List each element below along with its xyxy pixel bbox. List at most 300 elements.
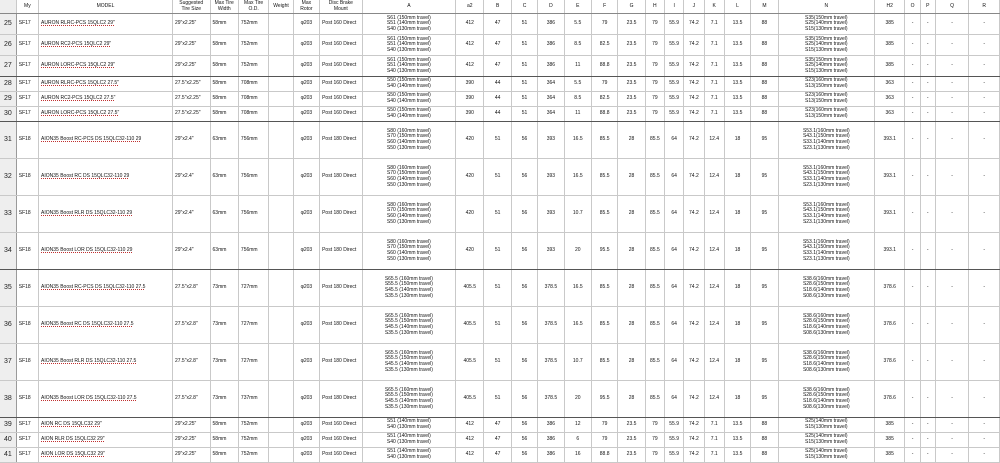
cell[interactable]: 64 bbox=[665, 381, 684, 418]
cell[interactable]: 412 bbox=[456, 418, 484, 433]
cell[interactable]: 727mm bbox=[238, 307, 268, 344]
cell[interactable]: Post 180 Direct bbox=[320, 122, 363, 159]
cell[interactable]: 85.5 bbox=[645, 270, 664, 307]
cell[interactable]: 13.5 bbox=[724, 35, 750, 56]
cell[interactable]: 23.5 bbox=[618, 77, 645, 92]
cell[interactable]: 23.5 bbox=[618, 92, 645, 107]
cell[interactable]: 28 bbox=[618, 381, 645, 418]
cell[interactable]: 74.2 bbox=[684, 14, 704, 35]
cell[interactable]: 364 bbox=[538, 107, 564, 122]
model-cell[interactable]: AION35 Boost RLR DS 15QLC32-110 29 bbox=[39, 196, 173, 233]
cell[interactable]: 363 bbox=[874, 107, 904, 122]
cell[interactable]: 364 bbox=[538, 77, 564, 92]
cell[interactable]: 18 bbox=[724, 344, 750, 381]
cell[interactable]: 18 bbox=[724, 307, 750, 344]
col-header-q[interactable]: Q bbox=[935, 0, 968, 14]
cell[interactable]: 390 bbox=[456, 77, 484, 92]
cell[interactable]: 74.2 bbox=[684, 418, 704, 433]
cell[interactable] bbox=[269, 56, 293, 77]
cell[interactable]: 88 bbox=[751, 56, 778, 77]
spacer-list-cell[interactable] bbox=[362, 107, 455, 122]
cell[interactable]: 27.5"x2.25" bbox=[172, 77, 210, 92]
cell[interactable]: - bbox=[920, 14, 935, 35]
cell[interactable]: 64 bbox=[665, 233, 684, 270]
cell[interactable]: 7.1 bbox=[704, 56, 724, 77]
cell[interactable]: Post 160 Direct bbox=[320, 107, 363, 122]
cell[interactable]: 51 bbox=[511, 77, 537, 92]
cell[interactable]: 385 bbox=[874, 14, 904, 35]
col-header-i[interactable]: I bbox=[665, 0, 684, 14]
cell[interactable]: - bbox=[905, 92, 920, 107]
cell[interactable]: 44 bbox=[484, 92, 511, 107]
cell[interactable]: - bbox=[905, 77, 920, 92]
model-cell[interactable]: AION35 Boost RC DS 15QLC32-110 27.5 bbox=[39, 307, 173, 344]
cell[interactable]: 51 bbox=[484, 381, 511, 418]
cell[interactable]: φ203 bbox=[293, 14, 319, 35]
cell[interactable]: Post 180 Direct bbox=[320, 307, 363, 344]
cell[interactable]: 88 bbox=[751, 35, 778, 56]
model-cell[interactable]: AION35 Boost RC-PCS DS 15QLC32-110 27.5 bbox=[39, 270, 173, 307]
cell[interactable]: 8.5 bbox=[564, 92, 591, 107]
spacer-list-cell[interactable] bbox=[362, 159, 455, 196]
cell[interactable]: 7.1 bbox=[704, 14, 724, 35]
cell[interactable]: 378.5 bbox=[538, 270, 564, 307]
n-value-list-cell[interactable] bbox=[778, 448, 874, 463]
cell[interactable]: 79 bbox=[645, 35, 664, 56]
cell[interactable]: 73mm bbox=[210, 307, 238, 344]
cell[interactable]: 378.5 bbox=[538, 344, 564, 381]
cell[interactable]: 63mm bbox=[210, 122, 238, 159]
cell[interactable]: φ203 bbox=[293, 56, 319, 77]
cell[interactable]: 73mm bbox=[210, 344, 238, 381]
cell[interactable]: - bbox=[935, 159, 968, 196]
cell[interactable]: 727mm bbox=[238, 270, 268, 307]
cell[interactable]: - bbox=[920, 56, 935, 77]
cell[interactable]: 58mm bbox=[210, 433, 238, 448]
cell[interactable]: 23.5 bbox=[618, 14, 645, 35]
col-header-c[interactable]: C bbox=[511, 0, 537, 14]
cell[interactable]: SF17 bbox=[16, 448, 38, 463]
cell[interactable] bbox=[269, 270, 293, 307]
cell[interactable]: 10.7 bbox=[564, 344, 591, 381]
cell[interactable]: Post 180 Direct bbox=[320, 159, 363, 196]
cell[interactable]: 420 bbox=[456, 122, 484, 159]
cell[interactable]: 708mm bbox=[238, 77, 268, 92]
cell[interactable]: - bbox=[935, 196, 968, 233]
cell[interactable]: 73mm bbox=[210, 270, 238, 307]
n-value-list-cell[interactable] bbox=[778, 159, 874, 196]
cell[interactable]: 64 bbox=[665, 122, 684, 159]
cell[interactable]: Post 160 Direct bbox=[320, 448, 363, 463]
cell[interactable]: 752mm bbox=[238, 14, 268, 35]
cell[interactable]: 12.4 bbox=[704, 122, 724, 159]
cell[interactable]: 74.2 bbox=[684, 307, 704, 344]
row-number[interactable]: 40 bbox=[0, 433, 16, 448]
row-number[interactable]: 29 bbox=[0, 92, 16, 107]
n-value-list-cell[interactable] bbox=[778, 122, 874, 159]
cell[interactable]: - bbox=[905, 56, 920, 77]
spacer-list-cell[interactable] bbox=[362, 270, 455, 307]
cell[interactable]: 11 bbox=[564, 107, 591, 122]
cell[interactable]: 420 bbox=[456, 233, 484, 270]
cell[interactable]: - bbox=[969, 122, 1000, 159]
cell[interactable]: 7.1 bbox=[704, 448, 724, 463]
cell[interactable]: 85.5 bbox=[645, 233, 664, 270]
cell[interactable]: 16.5 bbox=[564, 122, 591, 159]
model-cell[interactable]: AION35 Boost LOR DS 15QLC32-110 29 bbox=[39, 233, 173, 270]
cell[interactable]: 56 bbox=[511, 159, 537, 196]
cell[interactable]: 752mm bbox=[238, 418, 268, 433]
cell[interactable]: 7.1 bbox=[704, 433, 724, 448]
cell[interactable]: 79 bbox=[645, 418, 664, 433]
cell[interactable]: 56 bbox=[511, 381, 537, 418]
cell[interactable]: Post 180 Direct bbox=[320, 381, 363, 418]
cell[interactable]: - bbox=[920, 344, 935, 381]
cell[interactable]: 95 bbox=[751, 381, 778, 418]
cell[interactable]: 737mm bbox=[238, 381, 268, 418]
cell[interactable]: 95.5 bbox=[591, 381, 617, 418]
cell[interactable]: - bbox=[969, 418, 1000, 433]
cell[interactable]: 74.2 bbox=[684, 196, 704, 233]
cell[interactable]: - bbox=[935, 433, 968, 448]
row-number[interactable]: 34 bbox=[0, 233, 16, 270]
cell[interactable]: 7.1 bbox=[704, 107, 724, 122]
cell[interactable]: 29"x2.4" bbox=[172, 122, 210, 159]
cell[interactable]: 88 bbox=[751, 77, 778, 92]
cell[interactable]: 79 bbox=[591, 77, 617, 92]
cell[interactable]: - bbox=[935, 381, 968, 418]
model-cell[interactable]: AION35 Boost LOR DS 15QLC32-110 27.5 bbox=[39, 381, 173, 418]
cell[interactable]: 29"x2.25" bbox=[172, 14, 210, 35]
cell[interactable]: 18 bbox=[724, 122, 750, 159]
cell[interactable]: 56 bbox=[511, 418, 537, 433]
model-cell[interactable]: AION35 Boost RC DS 15QLC32-110 29 bbox=[39, 159, 173, 196]
cell[interactable]: - bbox=[969, 307, 1000, 344]
n-value-list-cell[interactable] bbox=[778, 107, 874, 122]
cell[interactable]: 85.5 bbox=[591, 159, 617, 196]
cell[interactable]: 95 bbox=[751, 122, 778, 159]
cell[interactable]: - bbox=[905, 433, 920, 448]
cell[interactable]: 88 bbox=[751, 433, 778, 448]
n-value-list-cell[interactable] bbox=[778, 14, 874, 35]
row-number[interactable]: 30 bbox=[0, 107, 16, 122]
row-number[interactable]: 36 bbox=[0, 307, 16, 344]
col-header-k[interactable]: K bbox=[704, 0, 724, 14]
spacer-list-cell[interactable] bbox=[362, 92, 455, 107]
cell[interactable]: - bbox=[920, 122, 935, 159]
cell[interactable]: SF17 bbox=[16, 433, 38, 448]
cell[interactable] bbox=[269, 448, 293, 463]
cell[interactable]: - bbox=[905, 107, 920, 122]
cell[interactable]: - bbox=[905, 381, 920, 418]
cell[interactable]: 378.5 bbox=[538, 307, 564, 344]
row-number[interactable]: 32 bbox=[0, 159, 16, 196]
cell[interactable]: 79 bbox=[645, 107, 664, 122]
cell[interactable]: 28 bbox=[618, 307, 645, 344]
cell[interactable]: Post 160 Direct bbox=[320, 418, 363, 433]
cell[interactable]: 11 bbox=[564, 56, 591, 77]
cell[interactable]: SF18 bbox=[16, 122, 38, 159]
n-value-list-cell[interactable] bbox=[778, 344, 874, 381]
cell[interactable]: φ203 bbox=[293, 233, 319, 270]
cell[interactable]: 56 bbox=[511, 233, 537, 270]
cell[interactable]: Post 180 Direct bbox=[320, 233, 363, 270]
cell[interactable]: - bbox=[969, 381, 1000, 418]
cell[interactable]: 393 bbox=[538, 122, 564, 159]
cell[interactable]: 385 bbox=[874, 35, 904, 56]
row-number[interactable]: 35 bbox=[0, 270, 16, 307]
cell[interactable]: 420 bbox=[456, 159, 484, 196]
spacer-list-cell[interactable] bbox=[362, 307, 455, 344]
cell[interactable]: 95 bbox=[751, 307, 778, 344]
col-header-o[interactable]: O bbox=[905, 0, 920, 14]
cell[interactable]: 386 bbox=[538, 448, 564, 463]
cell[interactable]: - bbox=[920, 433, 935, 448]
cell[interactable]: 28 bbox=[618, 344, 645, 381]
cell[interactable]: φ203 bbox=[293, 433, 319, 448]
spacer-list-cell[interactable] bbox=[362, 418, 455, 433]
cell[interactable]: 79 bbox=[645, 433, 664, 448]
cell[interactable]: φ203 bbox=[293, 381, 319, 418]
spacer-list-cell[interactable] bbox=[362, 35, 455, 56]
cell[interactable]: 95 bbox=[751, 233, 778, 270]
cell[interactable]: 708mm bbox=[238, 92, 268, 107]
cell[interactable]: 85.5 bbox=[645, 196, 664, 233]
cell[interactable]: - bbox=[969, 448, 1000, 463]
cell[interactable]: φ203 bbox=[293, 122, 319, 159]
cell[interactable]: 405.5 bbox=[456, 381, 484, 418]
cell[interactable]: 363 bbox=[874, 92, 904, 107]
cell[interactable]: 752mm bbox=[238, 56, 268, 77]
cell[interactable]: 85.5 bbox=[591, 270, 617, 307]
cell[interactable]: 16.5 bbox=[564, 270, 591, 307]
cell[interactable]: 23.5 bbox=[618, 448, 645, 463]
cell[interactable]: 386 bbox=[538, 418, 564, 433]
cell[interactable]: - bbox=[905, 196, 920, 233]
cell[interactable]: 85.5 bbox=[645, 307, 664, 344]
cell[interactable]: 12 bbox=[564, 418, 591, 433]
cell[interactable]: 386 bbox=[538, 56, 564, 77]
cell[interactable]: 79 bbox=[645, 92, 664, 107]
cell[interactable]: - bbox=[905, 270, 920, 307]
cell[interactable]: 756mm bbox=[238, 122, 268, 159]
row-number[interactable]: 38 bbox=[0, 381, 16, 418]
cell[interactable]: 16.5 bbox=[564, 307, 591, 344]
cell[interactable]: 82.5 bbox=[591, 92, 617, 107]
cell[interactable]: 47 bbox=[484, 14, 511, 35]
n-value-list-cell[interactable] bbox=[778, 381, 874, 418]
cell[interactable]: 18 bbox=[724, 159, 750, 196]
col-header-my[interactable]: My bbox=[16, 0, 38, 14]
cell[interactable]: 85.5 bbox=[591, 344, 617, 381]
cell[interactable] bbox=[269, 418, 293, 433]
cell[interactable]: 393 bbox=[538, 233, 564, 270]
cell[interactable]: 56 bbox=[511, 433, 537, 448]
cell[interactable]: 58mm bbox=[210, 448, 238, 463]
spacer-list-cell[interactable] bbox=[362, 122, 455, 159]
cell[interactable]: 18 bbox=[724, 381, 750, 418]
model-cell[interactable]: AION RC DS 15QLC32 29" bbox=[39, 418, 173, 433]
cell[interactable]: - bbox=[969, 233, 1000, 270]
cell[interactable]: 51 bbox=[511, 92, 537, 107]
cell[interactable]: SF18 bbox=[16, 159, 38, 196]
cell[interactable]: 88 bbox=[751, 418, 778, 433]
cell[interactable]: 378.6 bbox=[874, 270, 904, 307]
cell[interactable]: 12.4 bbox=[704, 159, 724, 196]
cell[interactable]: 79 bbox=[645, 56, 664, 77]
cell[interactable]: 64 bbox=[665, 344, 684, 381]
cell[interactable]: 18 bbox=[724, 270, 750, 307]
cell[interactable]: - bbox=[935, 233, 968, 270]
cell[interactable]: 13.5 bbox=[724, 92, 750, 107]
corner-cell[interactable] bbox=[0, 0, 16, 14]
cell[interactable]: - bbox=[969, 14, 1000, 35]
spacer-list-cell[interactable] bbox=[362, 381, 455, 418]
cell[interactable]: 56 bbox=[511, 270, 537, 307]
cell[interactable]: 364 bbox=[538, 92, 564, 107]
cell[interactable]: 51 bbox=[484, 159, 511, 196]
cell[interactable]: - bbox=[920, 448, 935, 463]
cell[interactable]: 55.9 bbox=[665, 107, 684, 122]
n-value-list-cell[interactable] bbox=[778, 433, 874, 448]
cell[interactable]: 385 bbox=[874, 448, 904, 463]
cell[interactable]: 29"x2.25" bbox=[172, 35, 210, 56]
cell[interactable]: - bbox=[920, 233, 935, 270]
col-header-weight[interactable]: Weight bbox=[269, 0, 293, 14]
cell[interactable]: 88 bbox=[751, 107, 778, 122]
row-number[interactable]: 27 bbox=[0, 56, 16, 77]
cell[interactable]: 405.5 bbox=[456, 307, 484, 344]
cell[interactable]: 73mm bbox=[210, 381, 238, 418]
cell[interactable]: 88 bbox=[751, 14, 778, 35]
cell[interactable]: - bbox=[905, 14, 920, 35]
cell[interactable]: SF17 bbox=[16, 107, 38, 122]
cell[interactable]: 393.1 bbox=[874, 233, 904, 270]
col-header-m[interactable]: M bbox=[751, 0, 778, 14]
cell[interactable]: 7.1 bbox=[704, 92, 724, 107]
cell[interactable]: 74.2 bbox=[684, 92, 704, 107]
cell[interactable]: 412 bbox=[456, 35, 484, 56]
cell[interactable]: - bbox=[935, 344, 968, 381]
n-value-list-cell[interactable] bbox=[778, 35, 874, 56]
cell[interactable]: 85.5 bbox=[645, 381, 664, 418]
cell[interactable]: 405.5 bbox=[456, 344, 484, 381]
cell[interactable]: 412 bbox=[456, 14, 484, 35]
cell[interactable]: 420 bbox=[456, 196, 484, 233]
cell[interactable]: 18 bbox=[724, 233, 750, 270]
cell[interactable]: Post 160 Direct bbox=[320, 56, 363, 77]
model-cell[interactable]: AURON RC2-PCS 15QLC2 29" bbox=[39, 35, 173, 56]
cell[interactable]: 386 bbox=[538, 35, 564, 56]
cell[interactable]: 51 bbox=[484, 122, 511, 159]
spacer-list-cell[interactable] bbox=[362, 196, 455, 233]
n-value-list-cell[interactable] bbox=[778, 307, 874, 344]
col-header-p[interactable]: P bbox=[920, 0, 935, 14]
cell[interactable]: 58mm bbox=[210, 77, 238, 92]
row-number[interactable]: 39 bbox=[0, 418, 16, 433]
cell[interactable] bbox=[269, 14, 293, 35]
cell[interactable]: 29"x2.25" bbox=[172, 433, 210, 448]
cell[interactable]: - bbox=[905, 122, 920, 159]
cell[interactable]: 13.5 bbox=[724, 448, 750, 463]
cell[interactable]: 28 bbox=[618, 122, 645, 159]
cell[interactable]: - bbox=[920, 196, 935, 233]
cell[interactable]: 55.9 bbox=[665, 448, 684, 463]
cell[interactable]: - bbox=[905, 418, 920, 433]
cell[interactable]: 63mm bbox=[210, 233, 238, 270]
cell[interactable]: 752mm bbox=[238, 433, 268, 448]
cell[interactable]: 8.5 bbox=[564, 35, 591, 56]
cell[interactable]: 85.5 bbox=[591, 307, 617, 344]
cell[interactable] bbox=[269, 433, 293, 448]
cell[interactable]: 56 bbox=[511, 196, 537, 233]
cell[interactable]: 7.1 bbox=[704, 35, 724, 56]
cell[interactable]: 28 bbox=[618, 233, 645, 270]
cell[interactable]: 44 bbox=[484, 107, 511, 122]
cell[interactable]: - bbox=[935, 56, 968, 77]
cell[interactable]: 63mm bbox=[210, 196, 238, 233]
cell[interactable]: - bbox=[920, 418, 935, 433]
cell[interactable]: 56 bbox=[511, 307, 537, 344]
cell[interactable]: 393.1 bbox=[874, 196, 904, 233]
row-number[interactable]: 25 bbox=[0, 14, 16, 35]
col-header-a2[interactable]: a2 bbox=[456, 0, 484, 14]
cell[interactable] bbox=[269, 35, 293, 56]
cell[interactable]: 85.5 bbox=[591, 122, 617, 159]
cell[interactable]: 29"x2.4" bbox=[172, 159, 210, 196]
model-cell[interactable]: AION35 Boost RC-PCS DS 15QLC32-110 29 bbox=[39, 122, 173, 159]
cell[interactable]: 20 bbox=[564, 233, 591, 270]
n-value-list-cell[interactable] bbox=[778, 196, 874, 233]
cell[interactable]: 63mm bbox=[210, 159, 238, 196]
cell[interactable]: SF17 bbox=[16, 92, 38, 107]
cell[interactable]: 51 bbox=[484, 196, 511, 233]
cell[interactable]: 79 bbox=[645, 448, 664, 463]
col-header-max-rotor[interactable]: Max Rotor bbox=[293, 0, 319, 14]
cell[interactable]: φ203 bbox=[293, 307, 319, 344]
cell[interactable]: 74.2 bbox=[684, 381, 704, 418]
cell[interactable]: 378.6 bbox=[874, 344, 904, 381]
cell[interactable]: 47 bbox=[484, 56, 511, 77]
model-cell[interactable]: AION RLR DS 15QLC32 29" bbox=[39, 433, 173, 448]
cell[interactable]: 12.4 bbox=[704, 196, 724, 233]
cell[interactable]: 27.5"x2.8" bbox=[172, 307, 210, 344]
cell[interactable]: 393 bbox=[538, 196, 564, 233]
cell[interactable]: SF17 bbox=[16, 418, 38, 433]
cell[interactable]: 51 bbox=[511, 35, 537, 56]
cell[interactable]: - bbox=[935, 77, 968, 92]
cell[interactable]: 79 bbox=[591, 433, 617, 448]
cell[interactable]: 385 bbox=[874, 56, 904, 77]
cell[interactable]: 28 bbox=[618, 159, 645, 196]
cell[interactable]: 378.6 bbox=[874, 307, 904, 344]
model-cell[interactable]: AURON LORC-PCS 15QLC2 27.5" bbox=[39, 107, 173, 122]
cell[interactable]: - bbox=[969, 56, 1000, 77]
model-cell[interactable]: AURON RLRC-PCS 15QLC2 27.5" bbox=[39, 77, 173, 92]
spacer-list-cell[interactable] bbox=[362, 14, 455, 35]
row-number[interactable]: 31 bbox=[0, 122, 16, 159]
cell[interactable]: 58mm bbox=[210, 56, 238, 77]
cell[interactable]: - bbox=[920, 92, 935, 107]
cell[interactable]: 412 bbox=[456, 448, 484, 463]
cell[interactable]: - bbox=[935, 107, 968, 122]
cell[interactable] bbox=[269, 159, 293, 196]
cell[interactable]: 756mm bbox=[238, 159, 268, 196]
cell[interactable]: 55.9 bbox=[665, 418, 684, 433]
col-header-f[interactable]: F bbox=[591, 0, 617, 14]
cell[interactable]: 95 bbox=[751, 344, 778, 381]
cell[interactable]: 55.9 bbox=[665, 56, 684, 77]
